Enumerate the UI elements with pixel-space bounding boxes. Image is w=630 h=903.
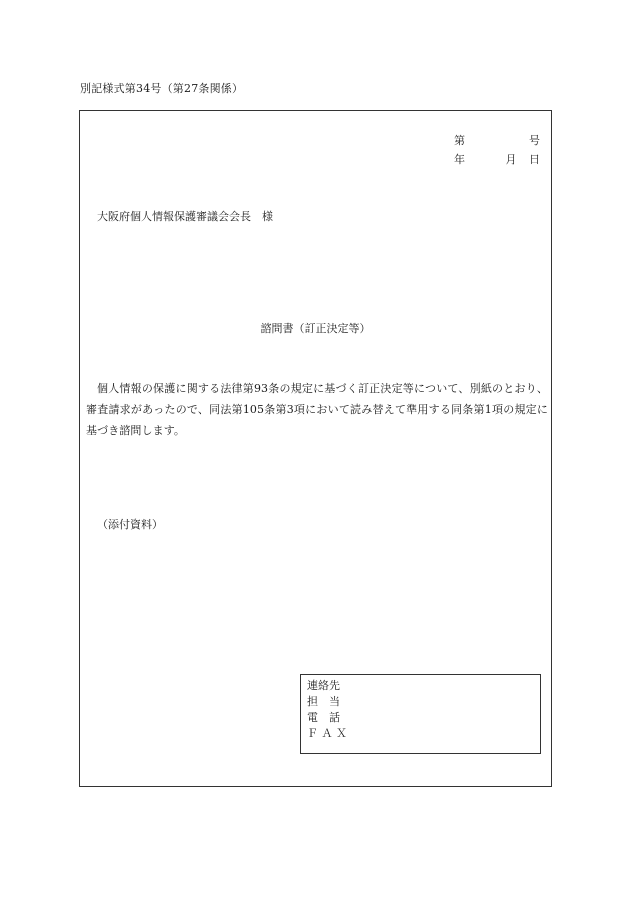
form-frame (79, 110, 552, 787)
day-label: 日 (529, 153, 540, 166)
contact-heading: 連絡先 (307, 679, 340, 692)
document-number-row (454, 131, 540, 150)
contact-person-label: 担 当 (307, 695, 340, 708)
month-label: 月 (505, 153, 517, 166)
addressee: 大阪府個人情報保護審議会会長 様 (97, 210, 273, 223)
contact-phone-label: 電 話 (307, 711, 340, 724)
body-paragraph: 個人情報の保護に関する法律第93条の規定に基づく訂正決定等について、別紙のとおり、審査請求があったので、同法第105条第3項において読み替えて準用する同条第1項の規定に基づき諮問します。 (86, 382, 548, 437)
number-label: 第 (454, 134, 465, 147)
contact-fax-label: Ｆ Ａ Ｘ (307, 727, 347, 740)
document-date-row (454, 150, 540, 169)
form-reference: 別記様式第34号（第27条関係） (80, 82, 244, 95)
attachments-label: （添付資料） (97, 518, 163, 531)
contact-box (300, 674, 541, 754)
document-title: 諮問書（訂正決定等） (260, 322, 371, 335)
year-label: 年 (454, 153, 465, 166)
number-suffix: 号 (529, 134, 540, 147)
document-number-block (454, 131, 540, 169)
